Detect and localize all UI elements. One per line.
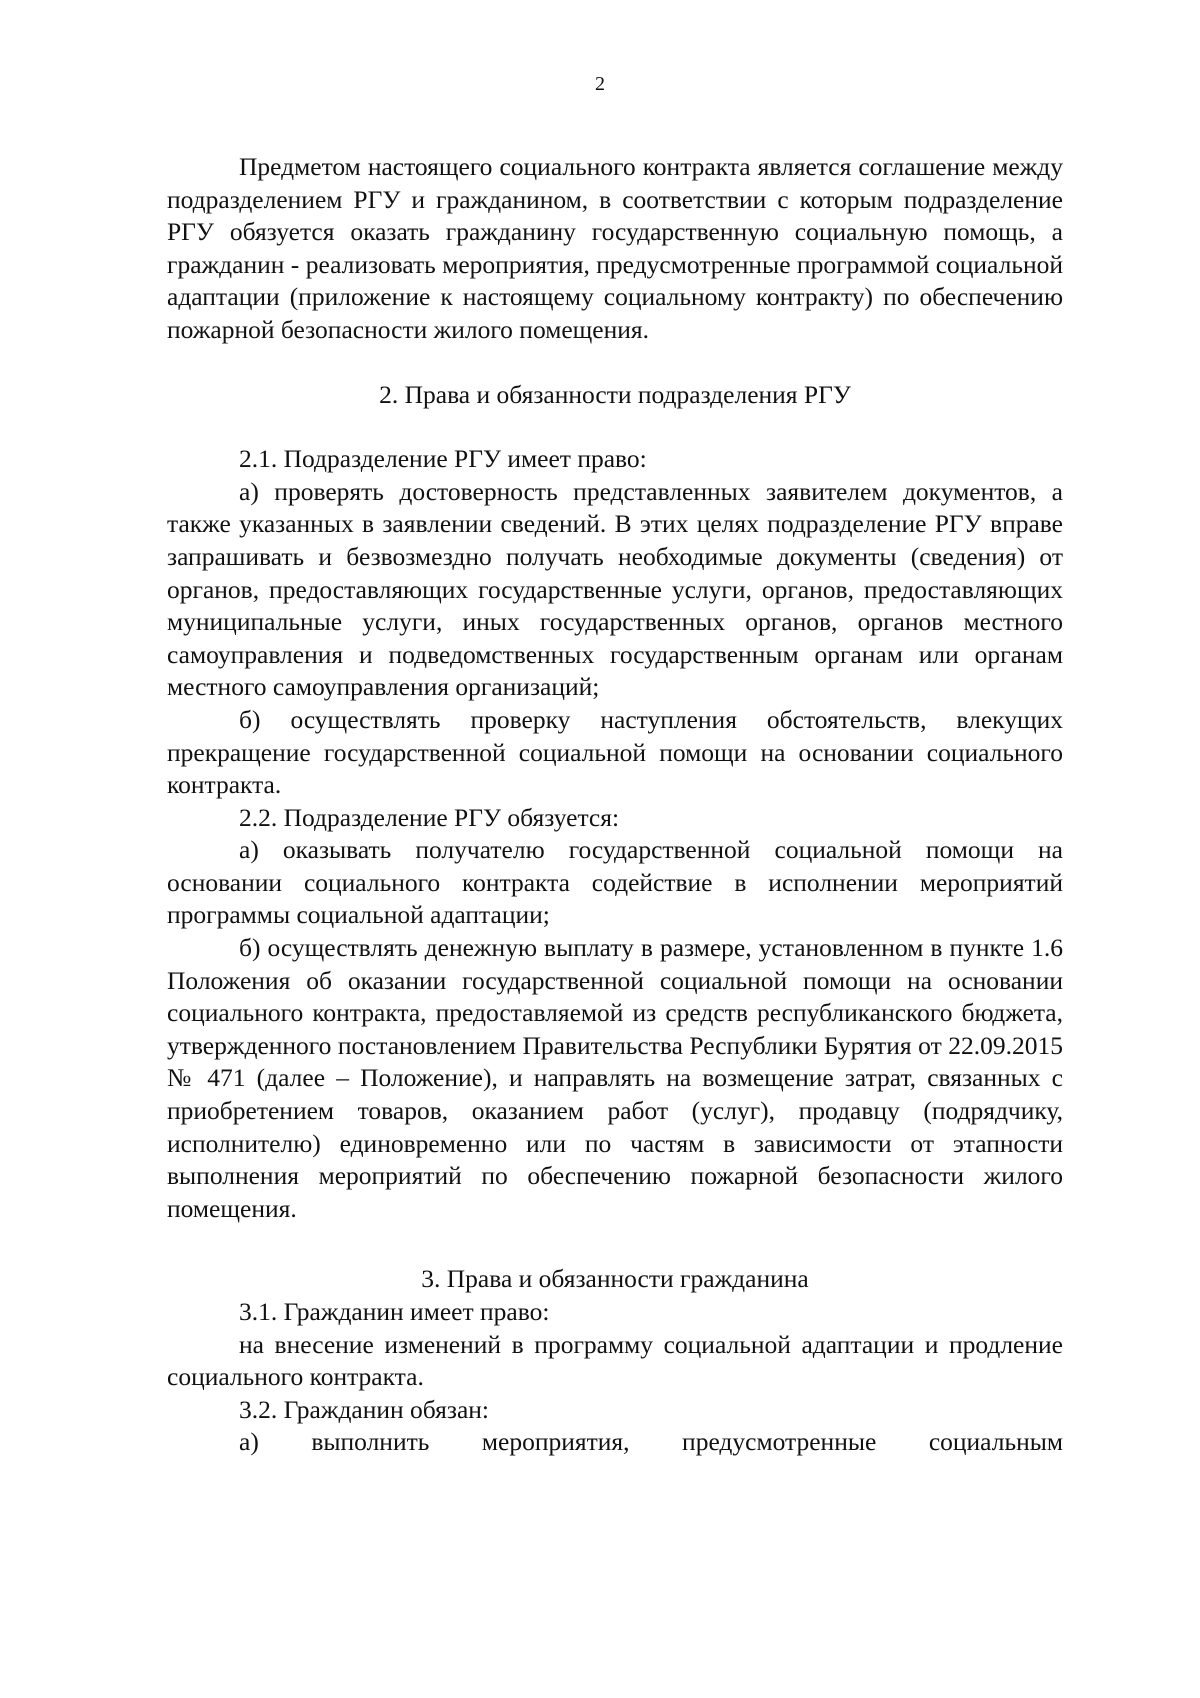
clause-3-2-title: 3.2. Гражданин обязан: [239, 1394, 489, 1424]
clause-3-1-text: на внесение изменений в программу социальной адаптации и продление социального контракта. [167, 1329, 1063, 1392]
clause-2-2-title: 2.2. Подразделение РГУ обязуется: [239, 802, 620, 832]
clause-3-1-title: 3.1. Гражданин имеет право: [239, 1297, 550, 1326]
section-2-heading: 2. Права и обязанности подразделения РГУ [379, 379, 851, 409]
clause-2-1-title: 2.1. Подразделение РГУ имеет право: [239, 444, 647, 474]
document-body [167, 151, 1063, 1459]
clause-2-1-a: а) проверять достоверность представленных заявителем документов, а также указанных в заявлении сведений. В этих целях подразделение РГУ вправе запрашивать и безвозмездно получать необходимые документы (сведения) от органов, предоставляющих государственные услуги, органов, предоставляющих муниципальные услуги, иных государственных органов, органов местного самоуправления и подведомственных государственным органам или органам местного самоуправления организаций; [167, 476, 1063, 702]
intro-paragraph: Предметом настоящего социального контракта является соглашение между подразделением РГУ и гражданином, в соответствии с которым подразделение РГУ обязуется оказать гражданину государственную социальную помощь, а гражданин - реализовать мероприятия, предусмотренные программой социальной адаптации (приложение к настоящему социальному контракту) по обеспечению пожарной безопасности жилого помещения. [167, 152, 1063, 344]
clause-2-2-a: а) оказывать получателю государственной социальной помощи на основании социального контракта содействие в исполнении мероприятий программы социальной адаптации; [167, 835, 1063, 930]
clause-3-2-a: а) выполнить мероприятия, предусмотренные социальным [239, 1427, 1063, 1457]
clause-2-2-b: б) осуществлять денежную выплату в размере, установленном в пункте 1.6 Положения об оказании государственной социальной помощи на основании социального контракта, предоставляемой из средств республиканского бюджета, утвержденного постановлением Правительства Республики Бурятия от 22.09.2015 № 471 (далее – Положение), и направлять на возмещение затрат, связанных с приобретением товаров, оказанием работ (услуг), продавцу (подрядчику, исполнителю) единовременно или по частям в зависимости от этапности выполнения мероприятий по обеспечению пожарной безопасности жилого помещения. [167, 933, 1063, 1223]
section-3-heading: 3. Права и обязанности гражданина [421, 1264, 809, 1294]
clause-2-1-b: б) осуществлять проверку наступления обстоятельств, влекущих прекращение государственной социальной помощи на основании социального контракта. [167, 704, 1063, 800]
page-number: 2 [595, 73, 605, 95]
